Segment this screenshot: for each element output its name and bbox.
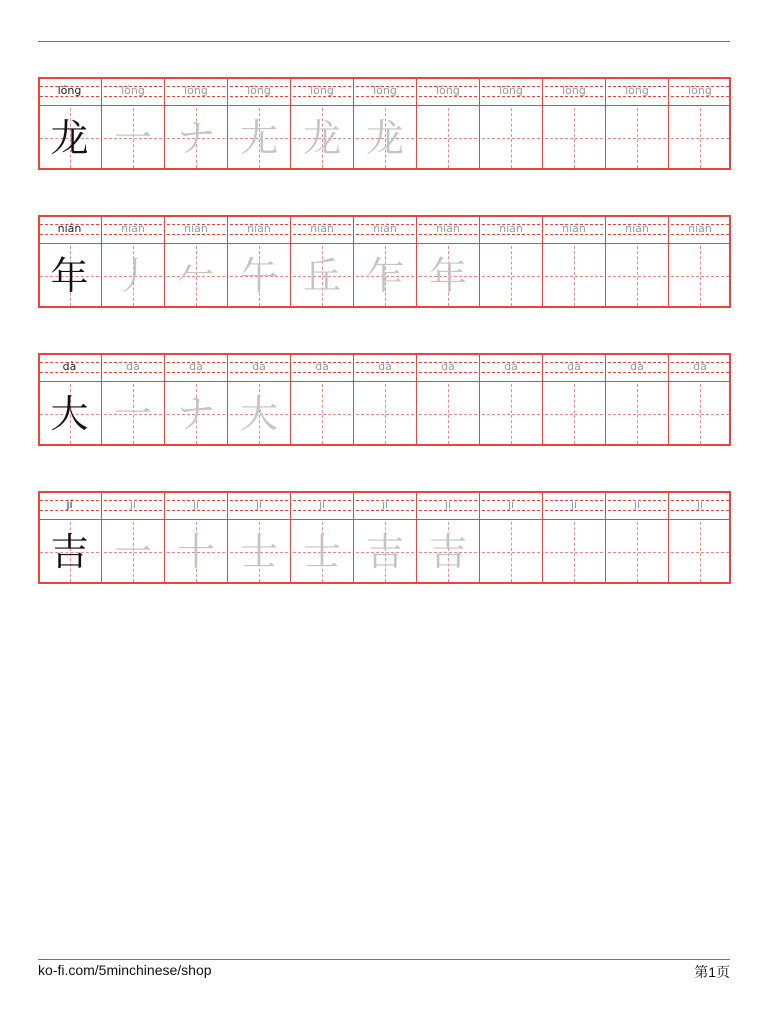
practice-cell [164,215,227,308]
practice-row [38,353,731,446]
pinyin-label [417,491,479,520]
pinyin-text: jí [696,498,704,511]
pinyin-label [669,77,731,106]
character-box [165,382,227,446]
pinyin-text: lóng [688,84,712,97]
character-box [354,244,416,308]
pinyin-text: lóng [373,84,397,97]
pinyin-label [354,353,416,382]
practice-cell [353,353,416,446]
character-box [228,520,290,584]
pinyin-label [480,215,542,244]
character-box [669,106,731,170]
pinyin-text: dà [126,360,140,373]
character-box [417,382,479,446]
pinyin-text: lóng [310,84,334,97]
pinyin-text: lóng [121,84,145,97]
pinyin-text: nián [499,222,523,235]
practice-cell [668,215,731,308]
character-box [480,244,542,308]
character-box [606,520,668,584]
trace-character: 年 [428,254,467,298]
practice-cell [668,353,731,446]
character-box [38,244,101,308]
pinyin-text: jí [570,498,578,511]
pinyin-text: dà [189,360,203,373]
pinyin-text: dà [693,360,707,373]
practice-cell [542,215,605,308]
pinyin-label [165,215,227,244]
character-box [417,520,479,584]
character-box [606,244,668,308]
character-box [102,106,164,170]
pinyin-label [102,491,164,520]
character-box [165,244,227,308]
pinyin-text: jí [444,498,452,511]
pinyin-label [606,215,668,244]
pinyin-label [480,77,542,106]
practice-cell [605,353,668,446]
pinyin-text: jí [255,498,263,511]
pinyin-text: nián [310,222,334,235]
character-box [606,106,668,170]
character-box [543,382,605,446]
practice-cell [479,491,542,584]
model-cell [38,77,101,170]
character-box [543,106,605,170]
practice-cell [353,77,416,170]
pinyin-label [38,215,101,244]
practice-cell [290,215,353,308]
character-box [354,106,416,170]
pinyin-text: lóng [436,84,460,97]
practice-row [38,491,731,584]
pinyin-label [417,353,479,382]
pinyin-label [102,77,164,106]
trace-character: 尢 [239,116,278,160]
pinyin-text: nián [57,222,82,235]
pinyin-label [38,491,101,520]
practice-row [38,77,731,170]
practice-cell [479,215,542,308]
pinyin-label [354,77,416,106]
trace-character: 吉 [428,530,467,574]
pinyin-text: dà [504,360,518,373]
character-box [228,244,290,308]
practice-cell [668,491,731,584]
pinyin-text: nián [625,222,649,235]
practice-cell [479,77,542,170]
pinyin-label [543,353,605,382]
character-box [291,106,353,170]
character-box [291,520,353,584]
pinyin-text: dà [567,360,581,373]
trace-character: 龙 [302,116,341,160]
practice-cell [416,215,479,308]
model-character: 大 [50,392,89,436]
character-box [480,382,542,446]
practice-cell [227,353,290,446]
pinyin-label [228,491,290,520]
practice-cell [353,215,416,308]
practice-cell [101,215,164,308]
practice-row [38,215,731,308]
character-box [669,382,731,446]
pinyin-label [669,353,731,382]
pinyin-label [228,353,290,382]
trace-character: 乍 [365,254,404,298]
trace-character: 吉 [365,530,404,574]
practice-cell [668,77,731,170]
practice-sheet [38,77,731,629]
character-box [291,244,353,308]
practice-cell [101,77,164,170]
character-box [102,244,164,308]
model-character: 龙 [50,116,89,160]
pinyin-text: lóng [247,84,271,97]
model-cell [38,215,101,308]
trace-character: 一 [113,392,152,436]
pinyin-label [480,353,542,382]
trace-character: 十 [176,530,215,574]
trace-character: 龙 [365,116,404,160]
pinyin-label [354,491,416,520]
trace-character: 𠂉 [176,254,215,298]
character-box [480,106,542,170]
character-box [38,106,101,170]
model-character: 吉 [50,530,89,574]
footer-link[interactable]: ko-fi.com/5minchinese/shop [38,962,212,978]
practice-cell [101,491,164,584]
pinyin-text: jí [192,498,200,511]
pinyin-text: lóng [499,84,523,97]
pinyin-label [543,491,605,520]
pinyin-text: nián [121,222,145,235]
pinyin-text: dà [378,360,392,373]
model-cell [38,353,101,446]
pinyin-label [102,353,164,382]
character-box [228,106,290,170]
pinyin-label [480,491,542,520]
character-box [669,244,731,308]
character-box [165,520,227,584]
trace-character: 一 [113,530,152,574]
pinyin-label [543,77,605,106]
character-box [669,520,731,584]
pinyin-text: dà [315,360,329,373]
page-number: 第1页 [694,964,730,980]
pinyin-text: nián [436,222,460,235]
practice-cell [227,491,290,584]
pinyin-label [354,215,416,244]
pinyin-label [606,77,668,106]
pinyin-label [417,77,479,106]
pinyin-label [291,77,353,106]
pinyin-text: dà [62,360,77,373]
pinyin-text: jí [381,498,389,511]
practice-cell [290,77,353,170]
pinyin-label [165,491,227,520]
pinyin-text: lóng [562,84,586,97]
pinyin-label [417,215,479,244]
pinyin-text: dà [441,360,455,373]
trace-character: 士 [302,530,341,574]
practice-cell [164,77,227,170]
character-box [38,382,101,446]
pinyin-label [38,353,101,382]
pinyin-text: jí [633,498,641,511]
pinyin-label [291,215,353,244]
pinyin-label [165,353,227,382]
practice-cell [416,77,479,170]
trace-character: 士 [239,530,278,574]
pinyin-text: jí [318,498,326,511]
pinyin-text: dà [630,360,644,373]
pinyin-label [606,491,668,520]
model-character: 年 [50,254,89,298]
pinyin-text: lóng [57,84,82,97]
trace-character: 一 [113,116,152,160]
pinyin-text: nián [688,222,712,235]
pinyin-text: jí [129,498,137,511]
top-rule [38,41,730,42]
trace-character: ナ [176,116,215,160]
pinyin-text: nián [247,222,271,235]
pinyin-text: lóng [625,84,649,97]
pinyin-label [228,77,290,106]
practice-cell [164,491,227,584]
practice-cell [542,491,605,584]
character-box [228,382,290,446]
character-box [38,520,101,584]
practice-cell [227,77,290,170]
pinyin-label [291,353,353,382]
pinyin-label [291,491,353,520]
character-box [480,520,542,584]
practice-cell [605,491,668,584]
pinyin-label [669,491,731,520]
practice-cell [290,491,353,584]
character-box [354,382,416,446]
practice-cell [290,353,353,446]
pinyin-label [543,215,605,244]
character-box [102,520,164,584]
character-box [417,106,479,170]
bottom-rule [38,959,730,960]
trace-character: 丿 [113,254,152,298]
pinyin-label [38,77,101,106]
practice-cell [542,77,605,170]
character-box [543,520,605,584]
practice-cell [416,353,479,446]
character-box [606,382,668,446]
trace-character: ナ [176,392,215,436]
pinyin-text: dà [252,360,266,373]
pinyin-label [165,77,227,106]
pinyin-text: jí [507,498,515,511]
pinyin-label [606,353,668,382]
pinyin-label [102,215,164,244]
trace-character: 大 [239,392,278,436]
practice-cell [479,353,542,446]
practice-cell [416,491,479,584]
character-box [543,244,605,308]
practice-cell [164,353,227,446]
pinyin-text: nián [184,222,208,235]
character-box [354,520,416,584]
trace-character: 午 [239,254,278,298]
practice-cell [542,353,605,446]
practice-cell [101,353,164,446]
model-cell [38,491,101,584]
pinyin-label [228,215,290,244]
trace-character: 丘 [302,254,341,298]
practice-cell [605,215,668,308]
practice-cell [353,491,416,584]
character-box [102,382,164,446]
character-box [165,106,227,170]
character-box [291,382,353,446]
pinyin-text: lóng [184,84,208,97]
pinyin-label [669,215,731,244]
pinyin-text: nián [562,222,586,235]
pinyin-text: jí [66,498,73,511]
pinyin-text: nián [373,222,397,235]
character-box [417,244,479,308]
practice-cell [605,77,668,170]
practice-cell [227,215,290,308]
